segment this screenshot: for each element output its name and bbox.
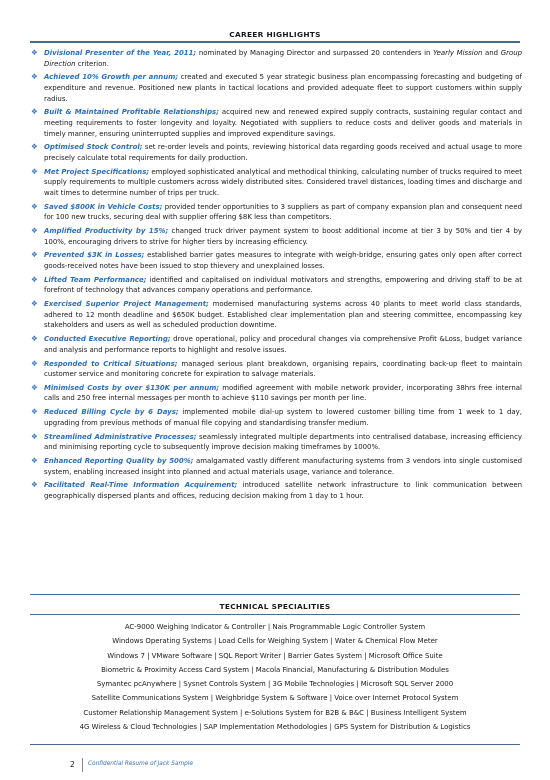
skill-line: AC-9000 Weighing Indicator & Controller | Nais Programmable Logic Controller System [124, 623, 426, 631]
highlight-lead: Streamlined Administrative Processes; [44, 432, 197, 441]
highlight-lead: Amplified Productivity by 15%; [44, 227, 169, 236]
list-item: ❖ Divisional Presenter of the Year, 2011; nominated by Managing Director and surpassed 20 contenders in Yearly Mission and Group Direction criterion. [31, 48, 522, 68]
career-highlights-rule [30, 41, 520, 43]
career-highlights-title: CAREER HIGHLIGHTS [229, 30, 321, 39]
list-item [30, 142, 522, 163]
diamond-bullet-icon: ❖ [31, 431, 38, 441]
list-item [30, 275, 522, 296]
list-item [30, 226, 522, 247]
diamond-bullet-icon: ❖ [31, 334, 38, 344]
highlight-text: established barrier gates measures to integrate with weigh-bridge, ensuring gates only open after correct goods-received notes have been issued to stop thievery and unexplained losses. [44, 251, 522, 270]
highlight-lead: Prevented $3K in Losses; [44, 251, 145, 260]
list-item [30, 167, 522, 199]
diamond-bullet-icon: ❖ [31, 142, 38, 152]
highlight-lead: Achieved 10% Growth per annum; [44, 73, 179, 82]
technical-specialities-title: TECHNICAL SPECIALITIES [219, 602, 331, 611]
list-item [30, 456, 522, 477]
skill-line: Biometric & Proximity Access Card System | Macola Financial, Manufacturing & Distribution Modules [101, 665, 449, 674]
diamond-bullet-icon: ❖ [31, 107, 38, 117]
highlight-text: created and executed 5 year strategic business plan encompassing forecasting and budgeting of expenditure and revenue. Positioned new plants in tactical locations and provided adequate fleet to support customers within supply radius. [44, 73, 522, 103]
skill-line: 4G Wireless & Cloud Technologies | SAP Implementation Methodologies | GPS System for Distribution & Logistics [79, 723, 471, 732]
highlight-lead: Reduced Billing Cycle by 6 Days; [44, 408, 179, 417]
highlight-lead: Responded to Critical Situations; [44, 359, 178, 368]
highlight-lead: Facilitated Real-Time Information Acquirement; [44, 481, 238, 490]
list-item [30, 432, 522, 453]
technical-specialities-list [30, 620, 520, 734]
list-item [30, 250, 522, 271]
highlight-text: changed truck driver payment system to boost additional income at tier 3 by 50% and tier 4 by 100%, encouraging drivers to strive for higher tiers by increasing efficiency. [44, 227, 522, 246]
highlight-lead: Saved $800K in Vehicle Costs; [44, 202, 163, 211]
skill-line: Satellite Communications System | Weighbridge System & Software | Voice over Internet Protocol System [91, 694, 459, 703]
confidential-note: Confidential Resume of Jack Sample [88, 761, 193, 767]
list-item [30, 202, 522, 223]
technical-title-rule [30, 614, 520, 615]
skill-line: Windows Operating Systems | Load Cells for Weighing System | Water & Chemical Flow Meter [112, 637, 438, 646]
highlight-lead: Optimised Stock Control; [44, 143, 143, 152]
highlight-text: employed sophisticated analytical and methodical thinking, calculating number of trucks required to meet supply requirements to multiple customers across widely distributed sites. Considered travel distances, loading times and discharge and wait times to determine number of trips per truck. [44, 167, 522, 197]
highlight-lead: Lifted Team Performance; [44, 275, 147, 284]
skill-line: Customer Relationship Management System | e-Solutions System for B2B & B&C | Business Intelligent System [83, 708, 467, 717]
highlight-lead: Enhanced Reporting Quality by 500%; [44, 457, 194, 465]
highlight-text: set re-order levels and points, reviewing historical data regarding goods received and actual usage to more precisely calculate total requirements for daily production. [44, 143, 522, 162]
highlight-lead: Built & Maintained Profitable Relationships; [44, 108, 219, 117]
diamond-bullet-icon: ❖ [31, 407, 38, 417]
diamond-bullet-icon: ❖ [31, 250, 38, 260]
highlight-text: modified agreement with mobile network provider, incorporating 38hrs free internal calls and 250 free internal messages per month to achieve $110 savings per month per line. [44, 383, 522, 403]
highlight-text: provided tender opportunities to 3 suppliers as part of company expansion plan and consequent need for 100 new trucks, securing deal with supplier offering $8K less than competitors. [44, 202, 522, 222]
career-highlights-list [30, 48, 522, 505]
list-item [30, 107, 522, 139]
highlight-text: identified and capitalised on individual motivators and strengths, empowering and driving staff to be at forefront of technology that advances company operations and performance. [44, 275, 523, 295]
diamond-bullet-icon: ❖ [31, 382, 38, 392]
list-item [30, 480, 522, 501]
list-item [30, 359, 522, 380]
highlight-text: implemented mobile dial-up system to lowered customer billing time from 1 week to 1 day, upgrading from previous methods of manual file copying and standardising transfer medium. [44, 408, 522, 427]
page-footer [30, 758, 520, 774]
diamond-bullet-icon: ❖ [31, 166, 38, 176]
highlight-lead: Conducted Executive Reporting; [44, 335, 171, 344]
list-item [30, 299, 522, 331]
page-number: 2 [70, 760, 75, 769]
highlight-lead: Minimised Costs by over $130K per annum; [44, 383, 220, 392]
diamond-bullet-icon: ❖ [31, 480, 38, 490]
technical-top-rule [30, 594, 520, 595]
diamond-bullet-icon: ❖ [31, 72, 38, 82]
technical-bottom-rule [30, 744, 520, 745]
list-item [30, 334, 522, 355]
highlight-text: modernised manufacturing systems across 40 plants to meet world class standards, adhered to 12 month deadline and $650K budget. Established clear implementation plan and steering committee, encompassing key stakeholders and users as well as scheduled production downtime. [44, 300, 522, 330]
skill-line: Symantec pcAnywhere | Sysnet Controls System | 3G Mobile Technologies | Microsoft SQL Server 2000 [96, 680, 454, 689]
highlight-text: introduced satellite network infrastructure to link communication between geographically dispersed plants and offices, reducing decision making from 1 day to 1 hour. [44, 481, 523, 500]
diamond-bullet-icon: ❖ [31, 226, 38, 236]
diamond-bullet-icon: ❖ [31, 456, 38, 465]
highlight-lead: Met Project Specifications; [44, 167, 150, 176]
list-item [30, 407, 522, 428]
list-item [30, 72, 522, 104]
highlight-text: acquired new and renewed expired supply contracts, sustaining regular contact and meeting requirements to foster longevity and loyalty. Negotiated with suppliers to reduce costs and deliver goods and materials in timely manner, ensuring uninterrupted supplies and improved expenditure savings. [44, 108, 522, 138]
list-item [30, 383, 522, 404]
highlight-text: seamlessly integrated multiple departments into centralised database, increasing efficiency and minimising reporting cycle to subsequently improve decision making timeframes by 1000%. [44, 432, 523, 452]
diamond-bullet-icon: ❖ [31, 358, 38, 368]
skill-line: Windows 7 | VMware Software | SQL Report Writer | Barrier Gates System | Microsoft Office Suite [107, 651, 443, 660]
diamond-bullet-icon: ❖ [31, 299, 38, 309]
highlight-text: drove operational, policy and procedural changes via comprehensive Profit &Loss, budget variance and analysis and performance reports to highlight and resolve issues. [44, 335, 522, 354]
highlight-text: amalgamated vastly different manufacturing systems from 3 vendors into single customised system, enabling increased insight into planned and actual materials usage, variance and tolerance. [44, 457, 522, 476]
diamond-bullet-icon: ❖ [31, 201, 38, 211]
diamond-bullet-icon: ❖ [31, 274, 38, 284]
highlight-lead: Exercised Superior Project Management; [44, 300, 209, 309]
highlight-text: managed serious plant breakdown, organising repairs, coordinating back-up fleet to maintain customer service and monitoring concrete for expiration to salvage materials. [44, 359, 522, 379]
footer-divider [82, 758, 83, 772]
highlight-lead: Divisional Presenter of the Year, 2011; [44, 49, 197, 57]
diamond-bullet-icon: ❖ [31, 48, 38, 57]
